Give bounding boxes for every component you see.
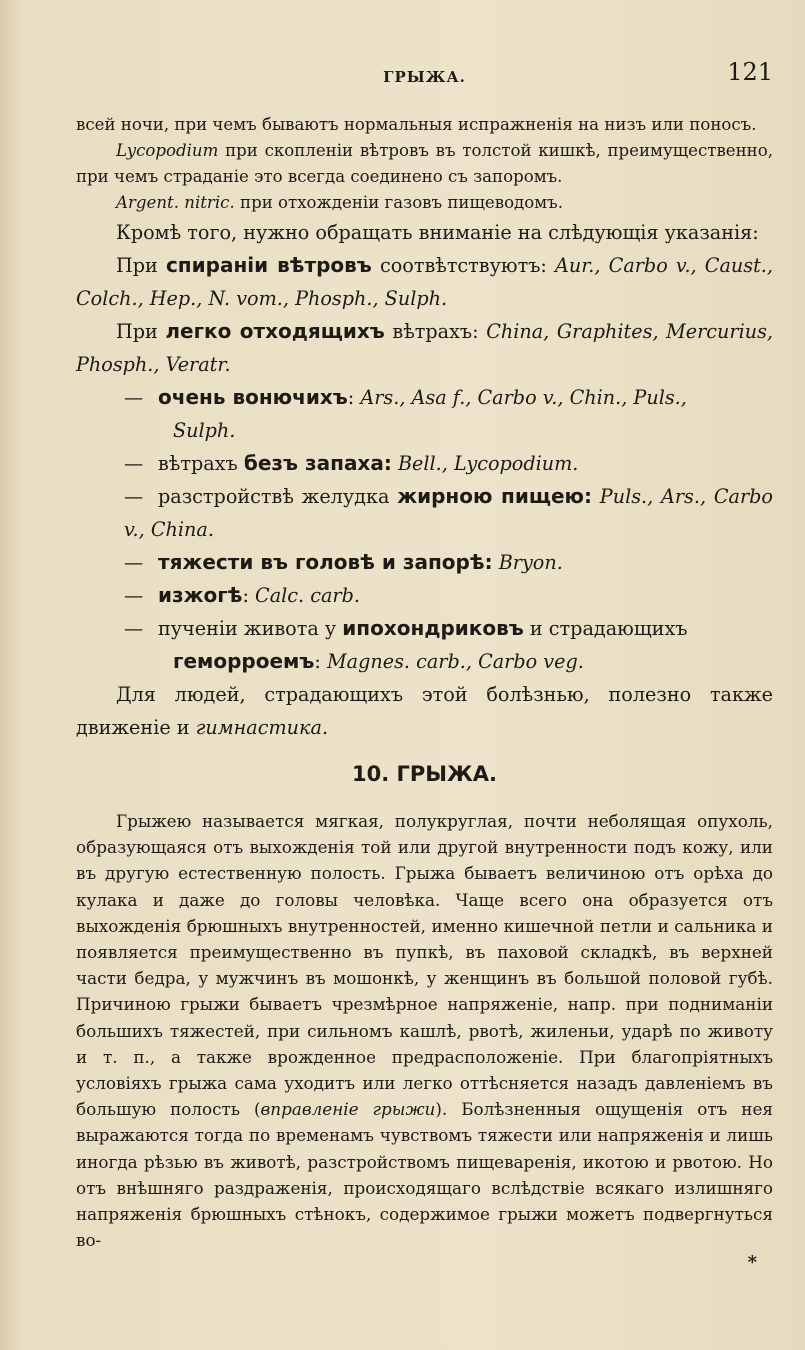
dash: — [124,551,144,574]
keyword: жирною пищею: [397,484,593,508]
remedy-list: Calc. carb. [255,584,360,607]
remedy-list: Bell., Lycopodium. [397,452,579,475]
indication-line-5 [76,480,773,546]
paragraph-argentum [76,190,773,216]
dash: — [124,386,144,409]
paragraph-gymnastics [76,678,773,744]
remedy-list: Puls., Ars., Carbo v., China. [124,485,773,541]
keyword: безъ запаха: [243,451,392,475]
dash: — [124,584,144,607]
paragraph-text: ). Болѣзненныя ощущенія отъ нея выражаются тогда по временамъ чувствомъ тяжести или напряженія и лишь иногда рѣзью въ животѣ, разстройствомъ пищеваренія, икотою и рвотою. Но отъ внѣшняго раздраженія, происходящаго вслѣдствіе всякаго излишняго напряженія брюшныхъ стѣнокъ, содержимое грыжи можетъ подвергнуться во- [76,1099,773,1251]
indication-line-1 [76,249,773,315]
running-head: ГРЫЖА. [383,68,466,86]
keyword: тяжести въ головѣ и запорѣ: [158,550,493,574]
connector-text: вѣтрахъ [158,452,238,475]
indication-line-8 [76,612,773,645]
indication-line-7: — изжогѣ: Calc. carb. [76,579,773,612]
chapter-heading: 10. ГРЫЖА. [352,762,497,786]
keyword: геморроемъ [173,649,315,673]
connector-text: соотвѣтствуютъ: [379,254,547,277]
lead-word: При [116,320,158,343]
dash: — [124,485,144,508]
connector-text: разстройствѣ желудка [158,485,390,508]
keyword: очень вонючихъ [158,385,348,409]
remedy-list: Ars., Asa f., Carbo v., Chin., Puls., [360,386,687,409]
indication-line-2 [76,315,773,381]
paragraph-text: при скопленіи вѣтровъ въ толстой кишкѣ, преимущественно, при чемъ страданіе это всегда соединено съ запоромъ. [76,141,773,186]
signature-mark: * [747,1252,757,1273]
remedy-list: Bryon. [498,551,563,574]
connector-text: и страдающихъ [529,617,688,640]
body-paragraph [76,808,773,1253]
paragraph-indications-intro: Кромѣ того, нужно обращать вниманіе на слѣдующія указанія: [116,221,759,244]
keyword: изжогѣ [158,583,243,607]
keyword: спираніи вѣтровъ [165,253,372,277]
emphasis-text: вправленіе грыжи [260,1099,436,1120]
page-header [76,58,773,94]
dash: — [124,617,144,640]
indication-line-4 [76,447,773,480]
emphasis-text: гимнастика. [195,716,329,739]
page-number: 121 [727,58,773,86]
remedy-name: Lycopodium [116,141,219,160]
remedy-list: China, Graphites, Mercurius, Phosph., Veratr. [76,320,774,376]
indication-line-3: — очень вонючихъ: Ars., Asa f., Carbo v., Chin., Puls., [76,381,773,414]
keyword: ипохондриковъ [342,616,524,640]
connector-text: вѣтрахъ: [392,320,479,343]
paragraph-continuation: всей ночи, при чемъ бываютъ нормальныя испражненія на низъ или поносъ. [76,115,757,134]
paragraph-text: Для людей, страдающихъ этой болѣзнью, полезно также движеніе и [76,683,773,739]
hernia-section [76,808,773,1253]
keyword: легко отходящихъ [165,319,385,343]
remedy-list: Aur., Carbo v., Caust., Colch., Hep., N. vom., Phosph., Sulph. [76,254,774,310]
paragraph-text: Грыжею называется мягкая, полукруглая, почти неболящая опухоль, образующаяся отъ выхожденія той или другой внутренности подъ кожу, или въ другую естественную полость. Грыжа бываетъ величиною отъ орѣха до кулака и даже до головы человѣка. Чаще всего она образуется отъ выхожденія брюшныхъ внутренностей, именно кишечной петли и сальника и появляется преимущественно въ пупкѣ, въ паховой складкѣ, въ верхней части бедра, у мужчинъ въ мошонкѣ, у женщинъ въ большой половой губѣ. Причиною грыжи бываетъ чрезмѣрное напряженіе, напр. при подниманіи большихъ тяжестей, при сильномъ кашлѣ, рвотѣ, жиленьи, ударѣ по животу и т. п., а также врожденное предрасположеніе. При благопріятныхъ условіяхъ грыжа сама уходитъ или легко оттѣсняется назадъ давленіемъ въ большую полость ( [76,811,773,1120]
remedy-list: Magnes. carb., Carbo veg. [327,650,584,673]
remedy-name: Argent. nitric. [116,193,235,212]
paragraph-lycopodium [76,138,773,190]
indication-line-8-cont: геморроемъ: Magnes. carb., Carbo veg. [173,649,584,673]
remedies-section [76,112,773,744]
lead-word: При [116,254,158,277]
indication-line-6 [76,546,773,579]
remedy-list: Sulph. [173,419,236,442]
paragraph-text: при отхожденіи газовъ пищеводомъ. [240,193,564,212]
connector-text: пученіи живота у [158,617,337,640]
indication-line-3-cont [76,414,773,447]
dash: — [124,452,144,475]
